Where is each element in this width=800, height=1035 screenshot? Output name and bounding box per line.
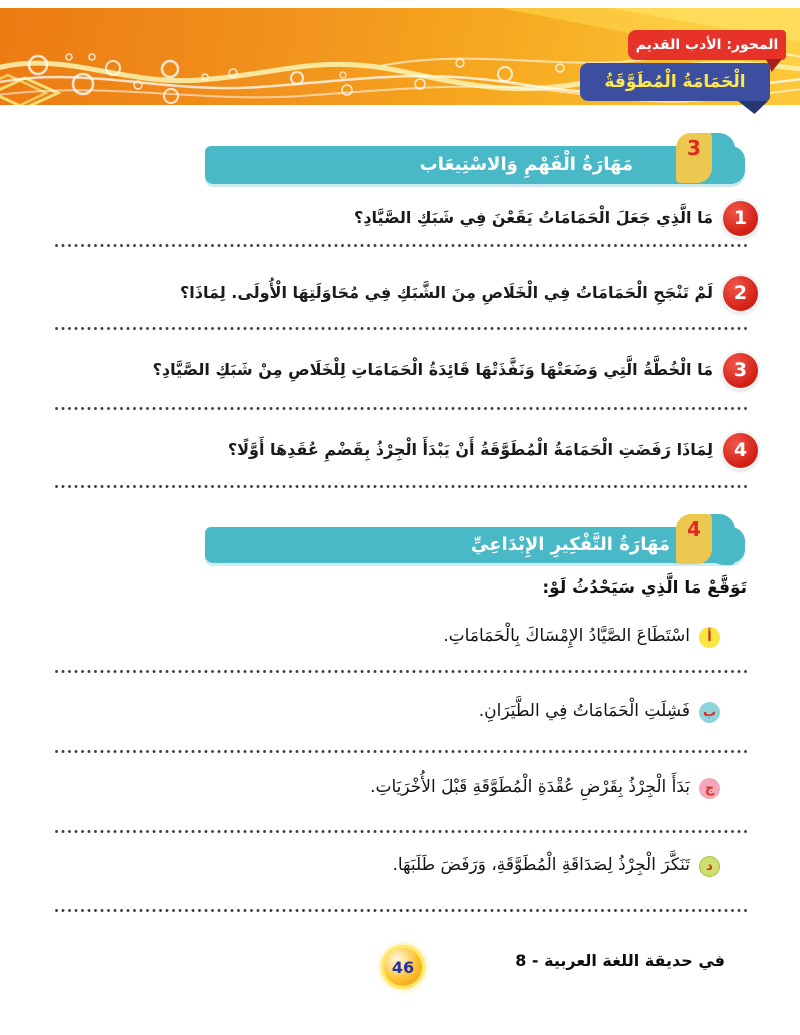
item-text: اسْتَطَاعَ الصَّيَّادُ الإِمْسَاكَ بِالْحَمَامَاتِ.	[443, 626, 690, 647]
item-letter-badge: ج	[699, 778, 720, 799]
answer-line	[55, 908, 747, 913]
answer-line	[55, 669, 747, 674]
section-number-tab	[676, 514, 712, 564]
page-number-badge	[384, 948, 422, 986]
item-text: بَدَأَ الْجِرْذُ بِقَرْضِ عُقْدَةِ الْمُطَوَّقَةِ قَبْلَ الأُخْرَيَاتِ.	[370, 777, 690, 798]
creative-intro-text: تَوَقَّعْ مَا الَّذِي سَيَحْدُثُ لَوْ:	[542, 578, 747, 598]
section-title: مَهَارَةُ التَّفْكِيرِ الإِبْدَاعِيِّ	[471, 534, 670, 555]
topic-ribbon-label: المحور: الأدب القديم	[635, 37, 779, 53]
question-row	[228, 430, 758, 470]
item-letter-badge: ب	[699, 702, 720, 723]
lesson-title-label: الْحَمَامَةُ الْمُطَوَّقَةُ	[604, 72, 746, 92]
answer-line	[55, 829, 747, 834]
creative-item-row	[479, 692, 720, 732]
answer-line	[55, 326, 747, 331]
answer-line	[55, 243, 747, 248]
creative-item-row	[370, 768, 720, 808]
creative-item-row	[443, 617, 720, 657]
question-row	[153, 350, 758, 390]
item-letter-badge: د	[699, 856, 720, 877]
section-number-tab	[676, 133, 712, 183]
book-title: في حديقة اللغة العربية - 8	[515, 951, 725, 970]
lesson-title-ribbon	[580, 63, 770, 101]
section-number: 3	[687, 136, 701, 160]
section-banner-creative-thinking	[205, 517, 745, 563]
question-text: مَا الْخُطَّةُ الَّتِي وَضَعَتْهَا وَنَفَّذَتْهَا قَائِدَةُ الْحَمَامَاتِ لِلْخَلَاصِ مِنْ شَبَكِ الصَّيَّادِ؟	[152, 360, 713, 380]
question-row	[354, 198, 758, 238]
section-banner-comprehension	[205, 136, 745, 184]
section-title: مَهَارَةُ الْفَهْمِ وَالاسْتِيعَاب	[419, 154, 633, 175]
item-text: تَنَكَّرَ الْجِرْذُ لِصَدَاقَةِ الْمُطَوَّقَةِ، وَرَفَضَ طَلَبَهَا.	[392, 855, 690, 876]
question-number-badge: 3	[723, 353, 758, 388]
question-text: مَا الَّذِي جَعَلَ الْحَمَامَاتُ يَقَعْنَ فِي شَبَكِ الصَّيَّادِ؟	[354, 208, 713, 228]
creative-item-row	[392, 846, 720, 886]
answer-line	[55, 484, 747, 489]
question-number-badge: 4	[723, 433, 758, 468]
question-row	[180, 273, 758, 313]
question-text: لِمَاذَا رَفَضَتِ الْحَمَامَةُ الْمُطَوَّقَةُ أَنْ يَبْدَأَ الْجِرْذُ بِقَضْمِ عُقَدِهَا أَوَّلًا؟	[227, 440, 713, 460]
banner-curl-decoration	[708, 514, 735, 565]
banner-curl-decoration	[708, 133, 735, 184]
page-number: 46	[391, 957, 415, 977]
answer-line	[55, 406, 747, 411]
question-number-badge: 1	[723, 201, 758, 236]
question-number-badge: 2	[723, 276, 758, 311]
item-letter-badge: أ	[699, 627, 720, 648]
answer-line	[55, 749, 747, 754]
section-number: 4	[687, 517, 701, 541]
item-text: فَشِلَتِ الْحَمَامَاتُ فِي الطَّيَرَانِ.	[478, 701, 690, 722]
question-text: لَمْ تَنْجَحِ الْحَمَامَاتُ فِي الْخَلَاصِ مِنَ الشَّبَكِ فِي مُحَاوَلَتِهَا الْأُولَى. لِمَاذَا؟	[180, 283, 713, 303]
topic-ribbon	[628, 30, 786, 60]
